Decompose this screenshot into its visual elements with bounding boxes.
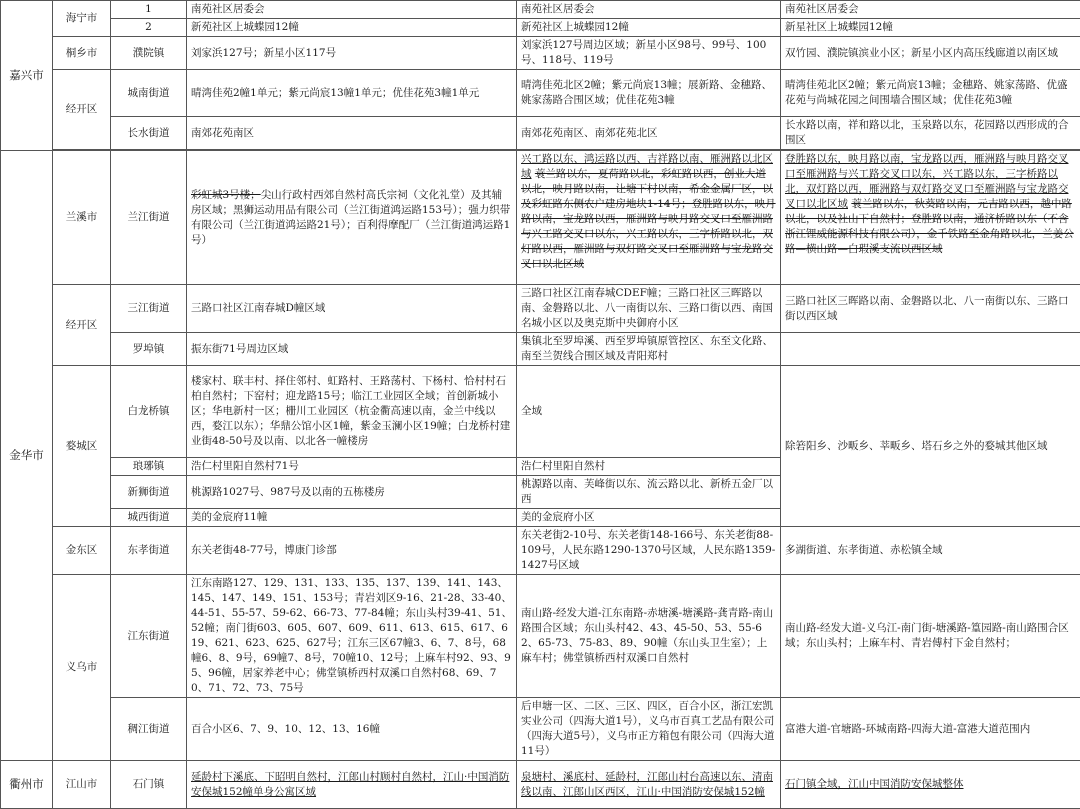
cell: 刘家浜127号；新星小区117号 [187,37,517,70]
cell: 除箬阳乡、沙畈乡、莘畈乡、塔石乡之外的婺城其他区域 [781,366,1080,527]
cell: 全域 [517,366,781,458]
cell [781,333,1080,366]
cell: 南山路-经发大道-义乌江-南门街-塘溪路-篁园路-南山路围合区域；东山头村；上麻车村、青岩傅村下金自然村； [781,575,1080,698]
county-cell: 婺城区 [53,366,111,527]
town-cell: 濮院镇 [111,37,187,70]
cell: 南郊花苑南区 [187,117,517,150]
city-cell: 金华市 [1,151,53,761]
cell: 南郊花苑南区、南郊花苑北区 [517,117,781,150]
cell: 长水路以南，祥和路以北，玉泉路以东，花园路以西形成的合围区 [781,117,1080,150]
cell: 美的金宸府11幢 [187,509,517,527]
cell: 楼家村、联丰村、择住邻村、虹路村、王路荡村、下杨村、恰村村石柏自然村；下窑村；迎龙路15号；临江工业园区全域；首创新城小区；华电新村一区；栅川工业园区（杭金衢高速以南，金兰中线以西，婺江以东）；华鼎公馆小区1幢，紫金玉澜小区19幢；白龙桥村建业街48-50号及以南、以北各一幢楼房 [187,366,517,458]
town-cell: 长水街道 [111,117,187,150]
cell: 双竹园、濮院镇滨业小区；新星小区内高压线廊道以南区域 [781,37,1080,70]
table-row [1,117,1080,150]
table-row [1,698,1080,761]
cell [187,761,517,809]
cell: 晴湾佳苑北区2幢；紫元尚宸13幢；展新路、金穗路、姚家荡路合围区域；优佳花苑3幢 [517,70,781,117]
table-row [1,366,1080,458]
town-cell: 东孝街道 [111,527,187,575]
cell [781,151,1080,285]
cell: 新苑社区上城蝶园12幢 [517,19,781,37]
table-row [1,575,1080,698]
struck-text: 蓑兰路以东，秋葵路以南，元吉路以西，越中路以北，以及社山下自然村；登胜路以南，通济桥路以东（不含浙江锂威能源科技有限公司），金千铁路至金角路以北，兰姜公路—横山路—白瑕溪支流以西区域 [785,198,1074,255]
county-cell: 义乌市 [53,575,111,761]
cell: 三路口社区江南春城D幢区域 [187,285,517,333]
cell: 东关老街48-77号，博康门诊部 [187,527,517,575]
town-cell: 城南街道 [111,70,187,117]
cell: 新苑社区上城蝶园12幢 [187,19,517,37]
county-cell: 经开区 [53,70,111,150]
cell: 富港大道-官塘路-环城南路-四海大道-富港大道范围内 [781,698,1080,761]
index-cell: 1 [111,1,187,19]
table-row [1,37,1080,70]
city-cell: 嘉兴市 [1,1,53,151]
county-cell: 金东区 [53,527,111,575]
table-row [1,527,1080,575]
cell [517,151,781,285]
cell: 桃源路1027号、987号及以南的五栋楼房 [187,476,517,509]
county-cell: 海宁市 [53,1,111,37]
index-cell: 2 [111,19,187,37]
cell: 晴湾佳苑2幢1单元；紫元尚宸13幢1单元；优佳花苑3幢1单元 [187,70,517,117]
county-cell: 兰溪市 [53,151,111,285]
underlined-text: 泉塘村、溪底村、延龄村，江郎山村台高速以东、清南线以南、江郎山区西区，江山·中国消防安保城152幢 [521,771,773,798]
cell: 浩仁村里阳自然村 [517,458,781,476]
cell: 多湖街道、东孝街道、赤松镇全域 [781,527,1080,575]
city-cell: 衢州市 [1,761,53,809]
underlined-text: 石门镇全域，江山中国消防安保城整体 [785,778,964,790]
cell: 新星社区上城蝶园12幢 [781,19,1080,37]
struck-text: 蓑兰路以东，夏荷路以北，彩虹路以西，创业大道以北，映月路以南，让塘下村以南，希金金属厂区，以及彩虹路东侧农户建房地块1-14号；登胜路以东，映月路以南，宝龙路以西，雁洲路与映月路交叉口至雁洲路与兴工路交叉口以东，兴工路以东，三字桥路以北，双灯路以西，雁洲路与双灯路交叉口至雁洲路与宝龙路交叉口以北区域 [521,168,776,270]
cell: 振东街71号周边区域 [187,333,517,366]
struck-text: 彩虹城3号楼； [191,189,261,201]
cell: 桃源路以南、芙峰街以东、流云路以北、新桥五金厂以西 [517,476,781,509]
town-cell: 稠江街道 [111,698,187,761]
cell [517,761,781,809]
town-cell: 三江街道 [111,285,187,333]
cell: 美的金宸府小区 [517,509,781,527]
county-cell: 桐乡市 [53,37,111,70]
underlined-text: 兴工路以东、鸿运路以西、吉祥路以南、雁洲路以北区域 [521,153,773,180]
cell: 南苑社区居委会 [517,1,781,19]
table-row [1,1,1080,19]
cell: 刘家浜127号周边区域；新星小区98号、99号、100号、118号、119号 [517,37,781,70]
table-row [1,761,1080,809]
cell: 百合小区6、7、9、10、12、13、16幢 [187,698,517,761]
town-cell: 石门镇 [111,761,187,809]
cell: 南苑社区居委会 [187,1,517,19]
cell-text: 尖山行政村西郊自然村高氏宗祠（文化礼堂）及其辅房区域；黑狮运动用品有限公司（兰江街道鸿运路153号）；强力织带有限公司（兰江街道鸿运路21号）；百利得摩配厂（兰江街道鸿运路1号） [191,189,510,246]
town-cell: 新狮街道 [111,476,187,509]
cell: 东关老街2-10号、东关老街148-166号、东关老街88-109号，人民东路1290-1370号区域，人民东路1359-1427号区域 [517,527,781,575]
cell: 晴湾佳苑北区2幢；紫元尚宸13幢；金穗路、姚家荡路、优盛花苑与尚城花园之间围墙合围区域；优佳花苑3幢 [781,70,1080,117]
cell: 南山路-经发大道-江东南路-赤塘溪-塘溪路-龚青路-南山路围合区域；东山头村42、43、45-50、53、55-62、65-73、75-83、89、90幢（东山头卫生室）；上麻车村；佛堂镇桥西村双溪口自然村 [517,575,781,698]
table-row [1,333,1080,366]
county-cell: 江山市 [53,761,111,809]
underlined-text: 延龄村下溪底、下昭明自然村，江郎山村顾村自然村，江山·中国消防安保城152幢单身公寓区域 [191,771,509,798]
cell: 三路口社区三晖路以南、金磐路以北、八一南街以东、三路口街以西区域 [781,285,1080,333]
cell: 三路口社区江南春城CDEF幢；三路口社区三晖路以南、金磐路以北、八一南街以东、三路口街以西、南国名城小区以及奥克斯中央御府小区 [517,285,781,333]
town-cell: 兰江街道 [111,151,187,285]
cell [187,151,517,285]
cell: 集镇北至罗埠溪、西至罗埠镇原管控区、东至文化路、南至兰贺线合围区域及青阳郑村 [517,333,781,366]
town-cell: 江东街道 [111,575,187,698]
town-cell: 白龙桥镇 [111,366,187,458]
table-row [1,151,1080,285]
underlined-text: 登胜路以东，映月路以南，宝龙路以西，雁洲路与映月路交叉口至雁洲路与兴工路交叉口以东，兴工路以东，三字桥路以北，双灯路以西，雁洲路与双灯路交叉口至雁洲路与宝龙路交叉口以北区域 [785,153,1069,210]
cell: 江东南路127、129、131、133、135、137、139、141、143、145、147、149、151、153号；青岩刘区9-16、21-28、33-40、44-51、55-57、59-62、66-73、77-84幢；东山头村39-41、51、52幢；南门街603、605、607、609、611、613、615、617、619、621、623、625、627号；江东三区67幢3、6、7、8号，68幢6、8、9号，69幢7、8号，70幢10、12号；上麻车村92、93、95、96幢，居家养老中心；佛堂镇桥西村双溪口自然村68、69、70、71、72、73、75号 [187,575,517,698]
cell: 后申塘一区、二区、三区、四区，百合小区，浙江宏凯实业公司（四海大道1号），义乌市百真工艺品有限公司（四海大道5号），义乌市正方箱包有限公司（四海大道11号） [517,698,781,761]
cell: 浩仁村里阳自然村71号 [187,458,517,476]
county-cell: 经开区 [53,285,111,366]
table-row [1,70,1080,117]
cell: 南苑社区居委会 [781,1,1080,19]
town-cell: 罗埠镇 [111,333,187,366]
town-cell: 城西街道 [111,509,187,527]
town-cell: 琅琊镇 [111,458,187,476]
cell [781,761,1080,809]
table-row [1,19,1080,37]
table-row [1,285,1080,333]
